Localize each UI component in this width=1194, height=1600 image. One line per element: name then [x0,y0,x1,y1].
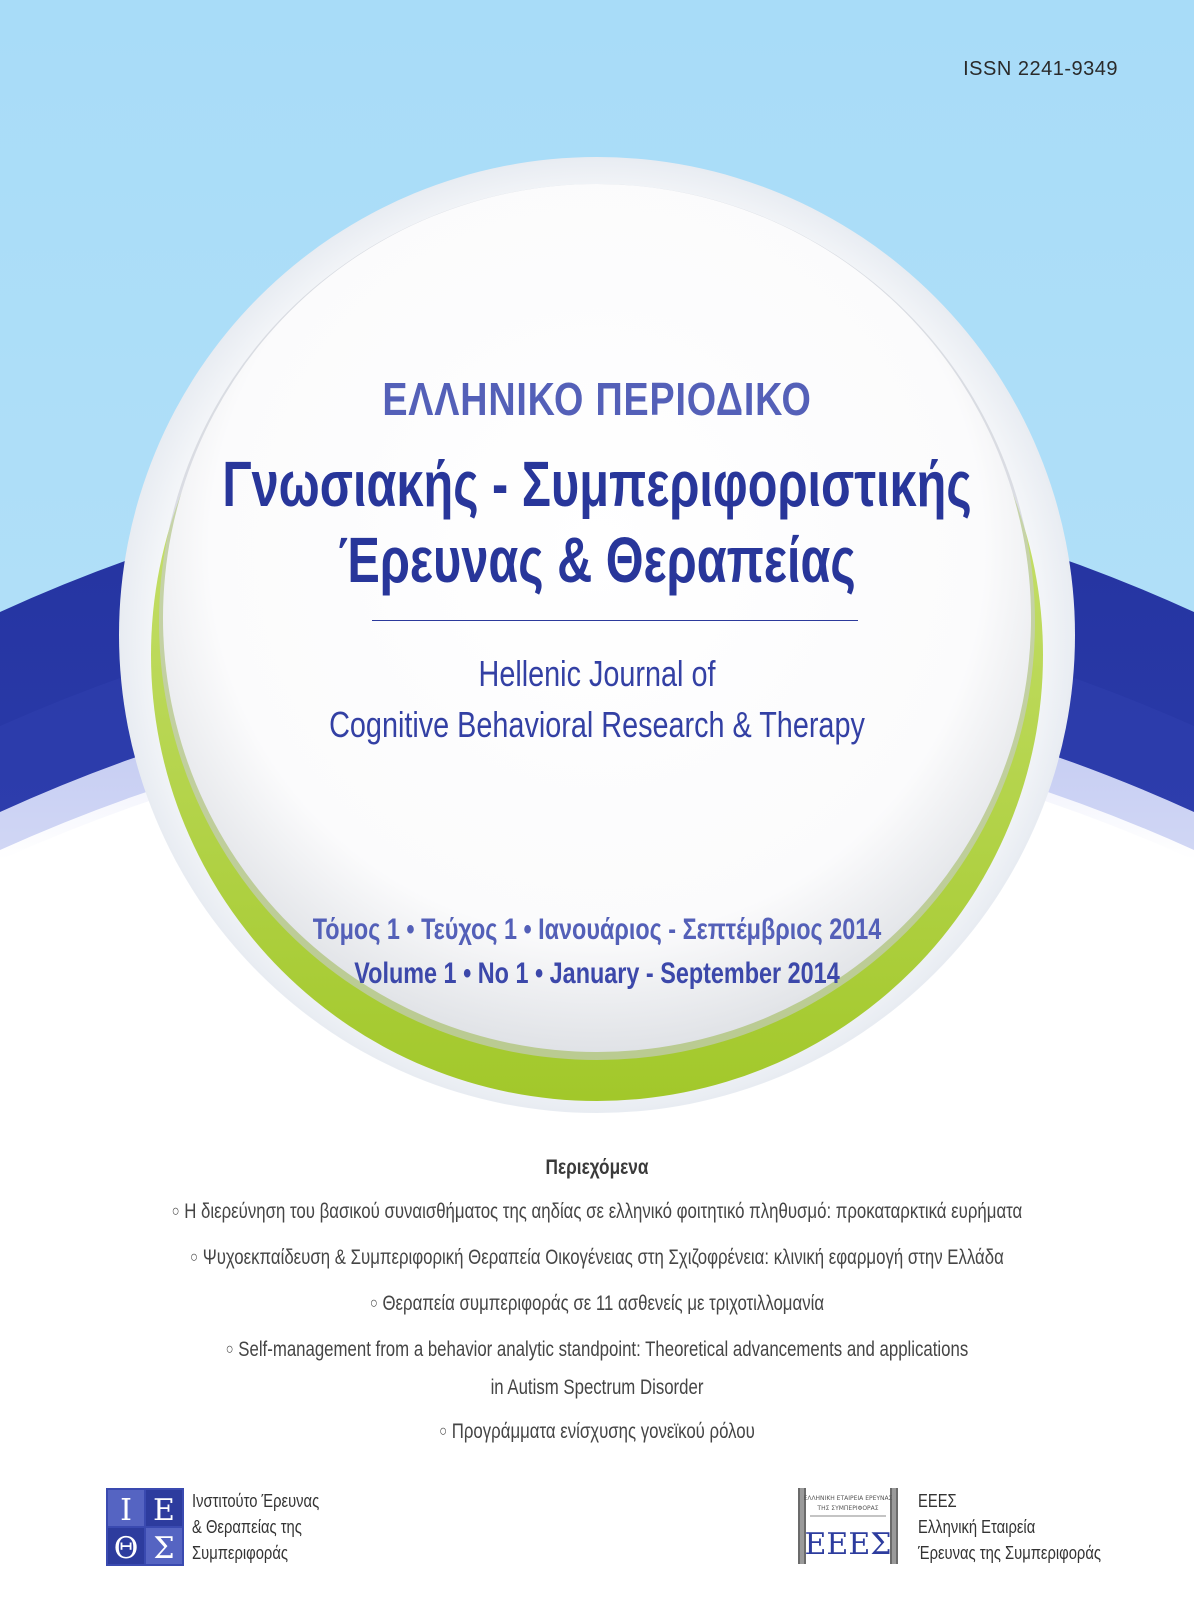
contents-item [119,1414,1074,1452]
society-name-line2: Ελληνική Εταιρεία [918,1517,1036,1537]
journal-title-english-line2: Cognitive Behavioral Research & Therapy [329,704,865,745]
bullet-icon: ○ [190,1249,198,1266]
journal-title-greek-line2: Έρευνας & Θεραπείας [338,524,856,596]
bullet-icon: ○ [439,1423,447,1440]
issue-info [131,908,1062,996]
journal-title-english-line1: Hellenic Journal of [478,653,716,694]
journal-title-greek [143,446,1050,598]
society-name-line3: Έρευνας της Συμπεριφοράς [918,1543,1101,1563]
contents-item-text: Η διερεύνηση του βασικού συναισθήματος της αηδίας σε ελληνικό φοιτητικό πληθυσμό: προκαταρκτικά ευρήματα [184,1200,1023,1223]
institute-name-line3: Συμπεριφοράς [192,1543,288,1563]
bullet-icon: ○ [225,1341,234,1358]
bullet-icon: ○ [369,1295,378,1312]
journal-title-greek-line1: Γνωσιακής - Συμπεριφοριστικής [222,448,972,520]
svg-text:Ι: Ι [120,1493,132,1528]
issn-number: ISSN 2241-9349 [963,58,1118,80]
contents-item-text: Προγράμματα ενίσχυσης γονεϊκού ρόλου [451,1420,755,1443]
contents-item-text: Self-management from a behavior analytic standpoint: Theoretical advancements and applications [238,1338,969,1361]
contents-list [0,1194,1194,1452]
svg-text:Σ: Σ [153,1531,175,1566]
contents-heading: Περιεχόμενα [545,1156,649,1179]
contents-item [119,1194,1074,1232]
institute-name-line1: Ινστιτούτο Έρευνας [192,1491,320,1511]
contents-item-text: in Autism Spectrum Disorder [490,1376,704,1399]
issue-info-english: Volume 1 • No 1 • January - September 2014 [354,957,840,990]
journal-title-greek-prefix: ΕΛΛΗΝΙΚΟ ΠΕΡΙΟΔΙΚΟ [382,373,812,425]
contents-item-continuation [119,1370,1074,1406]
society-logo-text [918,1488,1101,1566]
journal-title-english [119,648,1074,750]
svg-text:Θ: Θ [113,1531,139,1566]
society-logo-icon [798,1488,898,1564]
society-name-line1: ΕΕΕΣ [918,1491,957,1511]
svg-text:ΕΛΛΗΝΙΚΗ ΕΤΑΙΡΕΙΑ ΕΡΕΥΝΑΣ: ΕΛΛΗΝΙΚΗ ΕΤΑΙΡΕΙΑ ΕΡΕΥΝΑΣ [803,1495,893,1502]
institute-logo-text [192,1488,319,1566]
contents-item [119,1332,1074,1370]
issue-info-greek: Τόμος 1 • Τεύχος 1 • Ιανουάριος - Σεπτέμβριος 2014 [312,913,882,946]
title-divider [372,620,858,621]
bullet-icon: ○ [171,1203,180,1220]
svg-text:ΕΕΕΣ: ΕΕΕΣ [804,1527,892,1562]
svg-text:ΤΗΣ ΣΥΜΠΕΡΙΦΟΡΑΣ: ΤΗΣ ΣΥΜΠΕΡΙΦΟΡΑΣ [817,1505,879,1512]
contents-item-text: Ψυχοεκπαίδευση & Συμπεριφορική Θεραπεία Οικογένειας στη Σχιζοφρένεια: κλινική εφαρμογή στην Ελλάδα [202,1246,1004,1269]
contents-item [119,1286,1074,1324]
contents-item-text: Θεραπεία συμπεριφοράς σε 11 ασθενείς με τριχοτιλλομανία [382,1292,825,1315]
institute-name-line2: & Θεραπείας της [192,1517,302,1537]
institute-logo-icon [106,1488,184,1566]
contents-item [119,1240,1074,1278]
svg-text:Ε: Ε [153,1493,175,1528]
